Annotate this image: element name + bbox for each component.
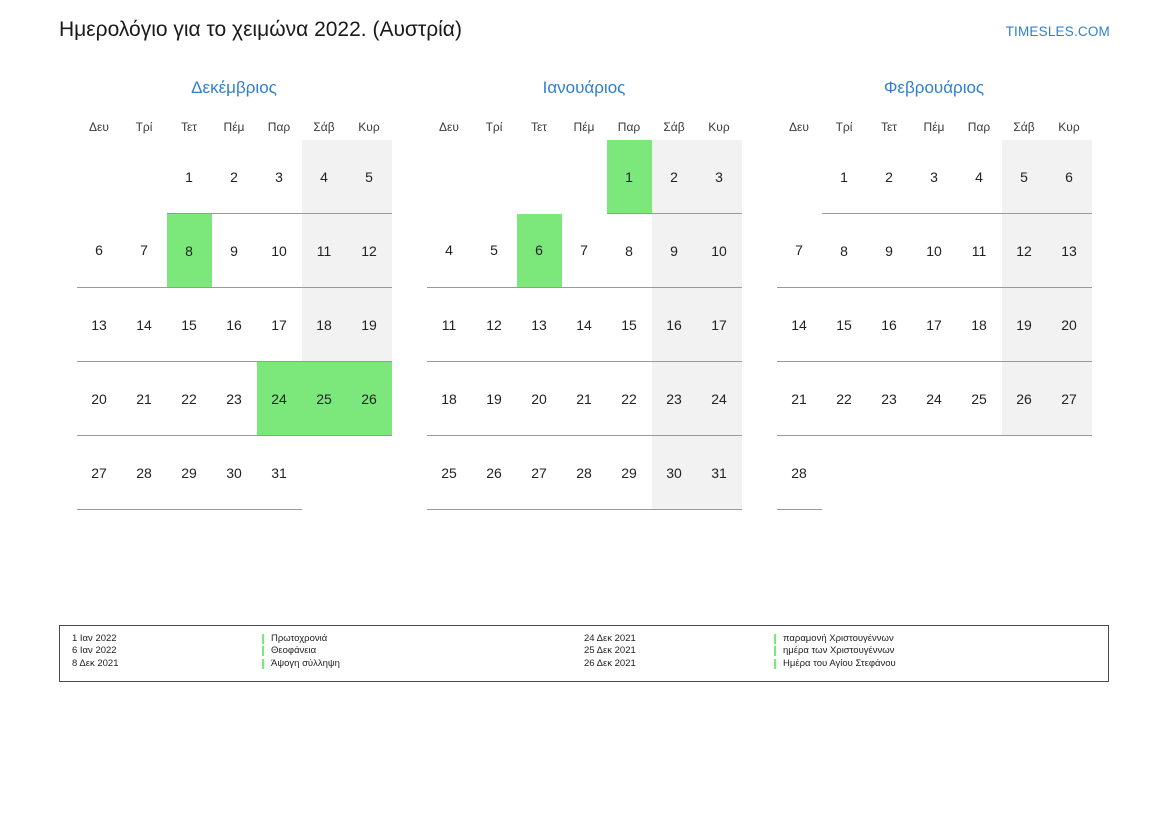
calendar-week-row	[77, 288, 392, 362]
calendar-day[interactable]: 15	[607, 288, 652, 362]
page-header	[0, 18, 1169, 58]
month-title: Δεκέμβριος	[191, 78, 277, 97]
weekday-label: Πέμ	[573, 120, 595, 134]
weekday-label: Τετ	[880, 120, 898, 134]
calendar-day[interactable]: 27	[517, 436, 562, 510]
legend-date: 6 Ιαν 2022	[72, 645, 117, 657]
calendar-week-row	[777, 288, 1092, 362]
calendar-day[interactable]: 18	[302, 288, 347, 362]
legend-holiday-name: Άψογη σύλληψη	[262, 658, 584, 670]
weekday-label: Τρί	[135, 120, 153, 134]
calendar-table-february	[777, 114, 1092, 510]
calendar-week-row	[427, 288, 742, 362]
legend-date: 26 Δεκ 2021	[584, 657, 636, 669]
weekday-label: Τετ	[530, 120, 548, 134]
calendar-day[interactable]: 25	[957, 362, 1002, 436]
calendar-day[interactable]: 20	[1047, 288, 1092, 362]
calendar-table-january	[427, 114, 742, 510]
months-container	[59, 78, 1110, 510]
calendar-week-row	[77, 362, 392, 436]
calendar-cell-empty	[302, 436, 347, 510]
calendar-day[interactable]: 5	[1002, 140, 1047, 214]
legend-names-right	[774, 633, 1096, 681]
page-title: Ημερολόγιο για το χειμώνα 2022. (Αυστρία)	[59, 18, 462, 41]
calendar-day[interactable]: 13	[1047, 214, 1092, 288]
calendar-cell-empty	[1002, 436, 1047, 510]
calendar-day[interactable]: 27	[77, 436, 122, 510]
calendar-day[interactable]: 27	[1047, 362, 1092, 436]
legend-date: 24 Δεκ 2021	[584, 633, 636, 644]
weekday-header-row	[777, 114, 1092, 140]
calendar-day[interactable]: 11	[302, 214, 347, 288]
weekday-label: Κυρ	[1058, 120, 1080, 134]
calendar-day[interactable]: 9	[867, 214, 912, 288]
calendar-day[interactable]: 21	[122, 362, 167, 436]
calendar-cell-empty	[912, 436, 957, 510]
calendar-day[interactable]: 5	[472, 214, 517, 288]
calendar-day[interactable]: 23	[867, 362, 912, 436]
calendar-day[interactable]: 17	[697, 288, 742, 362]
month-title: Φεβρουάριος	[883, 78, 985, 97]
legend-holiday-name: παραμονή Χριστουγέννων	[774, 633, 1096, 645]
calendar-day[interactable]: 10	[912, 214, 957, 288]
calendar-day[interactable]: 26	[1002, 362, 1047, 436]
calendar-week-row	[77, 140, 392, 214]
calendar-cell-empty	[77, 140, 122, 214]
calendar-day[interactable]: 22	[607, 362, 652, 436]
calendar-day[interactable]: 21	[777, 362, 822, 436]
legend-dates-right	[584, 633, 774, 681]
calendar-day[interactable]: 7	[562, 214, 607, 288]
calendar-day[interactable]: 20	[77, 362, 122, 436]
calendar-body	[777, 140, 1092, 510]
calendar-day[interactable]: 24	[912, 362, 957, 436]
calendar-table-december	[77, 114, 392, 510]
legend-holiday-name: ημέρα των Χριστουγέννων	[774, 645, 1096, 657]
calendar-day[interactable]: 2	[867, 140, 912, 214]
weekday-label: Παρ	[617, 120, 641, 134]
calendar-day[interactable]: 25	[427, 436, 472, 510]
legend-dates-left	[72, 633, 262, 681]
calendar-cell-empty	[777, 140, 822, 214]
calendar-week-row	[427, 214, 742, 288]
calendar-cell-empty	[347, 436, 392, 510]
calendar-cell-empty	[822, 436, 867, 510]
calendar-week-row	[427, 436, 742, 510]
calendar-day[interactable]: 6	[77, 214, 122, 288]
legend-holiday-name: Θεοφάνεια	[262, 645, 584, 657]
brand-link[interactable]: TIMESLES.COM	[1005, 24, 1110, 39]
calendar-day[interactable]: 13	[517, 288, 562, 362]
calendar-week-row	[777, 436, 1092, 510]
calendar-day[interactable]: 17	[257, 288, 302, 362]
legend-holiday-name: Ημέρα του Αγίου Στεφάνου	[774, 658, 1096, 670]
legend-date: 1 Ιαν 2022	[72, 633, 117, 644]
calendar-day[interactable]: 18	[957, 288, 1002, 362]
calendar-day[interactable]: 4	[427, 214, 472, 288]
calendar-day[interactable]: 17	[912, 288, 957, 362]
calendar-day[interactable]: 19	[472, 362, 517, 436]
weekday-label: Σάβ	[313, 120, 335, 134]
weekday-header-row	[77, 114, 392, 140]
legend-holiday-name: Πρωτοχρονιά	[262, 633, 584, 645]
calendar-week-row	[777, 214, 1092, 288]
calendar-week-row	[777, 362, 1092, 436]
calendar-day[interactable]: 26	[472, 436, 517, 510]
calendar-day[interactable]: 16	[652, 288, 697, 362]
calendar-body	[427, 140, 742, 510]
calendar-cell-empty	[472, 140, 517, 214]
calendar-day-holiday[interactable]: 1	[607, 140, 652, 214]
calendar-week-row	[427, 362, 742, 436]
calendar-day[interactable]: 7	[122, 214, 167, 288]
calendar-day[interactable]: 2	[212, 140, 257, 214]
calendar-day[interactable]: 30	[212, 436, 257, 510]
calendar-day[interactable]: 20	[517, 362, 562, 436]
calendar-day[interactable]: 9	[212, 214, 257, 288]
weekday-label: Παρ	[267, 120, 291, 134]
calendar-day-holiday[interactable]: 8	[167, 214, 212, 288]
weekday-label: Σάβ	[1013, 120, 1035, 134]
calendar-day[interactable]: 16	[867, 288, 912, 362]
calendar-day[interactable]: 28	[122, 436, 167, 510]
weekday-label: Πέμ	[223, 120, 245, 134]
calendar-day[interactable]: 1	[822, 140, 867, 214]
calendar-day[interactable]: 8	[607, 214, 652, 288]
weekday-label: Τρί	[835, 120, 853, 134]
calendar-day[interactable]: 24	[697, 362, 742, 436]
calendar-day[interactable]: 16	[212, 288, 257, 362]
weekday-label: Παρ	[967, 120, 991, 134]
weekday-label: Πέμ	[923, 120, 945, 134]
calendar-cell-empty	[562, 140, 607, 214]
calendar-day[interactable]: 2	[652, 140, 697, 214]
calendar-day[interactable]: 13	[77, 288, 122, 362]
calendar-week-row	[77, 214, 392, 288]
calendar-day[interactable]: 14	[122, 288, 167, 362]
calendar-cell-empty	[427, 140, 472, 214]
calendar-day[interactable]: 19	[347, 288, 392, 362]
calendar-day[interactable]: 23	[212, 362, 257, 436]
holiday-legend	[59, 625, 1109, 682]
month-february	[759, 78, 1109, 510]
calendar-cell-empty	[122, 140, 167, 214]
calendar-day[interactable]: 12	[347, 214, 392, 288]
calendar-week-row	[777, 140, 1092, 214]
calendar-day[interactable]: 4	[957, 140, 1002, 214]
calendar-day[interactable]: 21	[562, 362, 607, 436]
calendar-day[interactable]: 4	[302, 140, 347, 214]
calendar-day[interactable]: 14	[562, 288, 607, 362]
calendar-day[interactable]: 18	[427, 362, 472, 436]
calendar-cell-empty	[517, 140, 562, 214]
legend-date: 25 Δεκ 2021	[584, 645, 636, 657]
calendar-cell-empty	[1047, 436, 1092, 510]
calendar-day[interactable]: 5	[347, 140, 392, 214]
calendar-day[interactable]: 30	[652, 436, 697, 510]
legend-date: 8 Δεκ 2021	[72, 657, 119, 669]
calendar-day[interactable]: 22	[822, 362, 867, 436]
weekday-label: Δευ	[89, 120, 109, 134]
weekday-header-row	[427, 114, 742, 140]
calendar-day[interactable]: 11	[427, 288, 472, 362]
calendar-day[interactable]: 10	[257, 214, 302, 288]
calendar-day-holiday[interactable]: 6	[517, 214, 562, 288]
calendar-day[interactable]: 22	[167, 362, 212, 436]
calendar-day[interactable]: 31	[257, 436, 302, 510]
calendar-day[interactable]: 3	[257, 140, 302, 214]
calendar-day[interactable]: 15	[167, 288, 212, 362]
calendar-day[interactable]: 15	[822, 288, 867, 362]
calendar-day[interactable]: 3	[912, 140, 957, 214]
calendar-day[interactable]: 28	[777, 436, 822, 510]
calendar-day[interactable]: 23	[652, 362, 697, 436]
weekday-label: Δευ	[789, 120, 809, 134]
legend-column-right	[584, 633, 1096, 681]
calendar-day[interactable]: 12	[1002, 214, 1047, 288]
weekday-label: Κυρ	[358, 120, 380, 134]
weekday-label: Τρί	[485, 120, 503, 134]
calendar-day[interactable]: 19	[1002, 288, 1047, 362]
calendar-week-row	[77, 436, 392, 510]
calendar-day[interactable]: 11	[957, 214, 1002, 288]
calendar-day[interactable]: 29	[167, 436, 212, 510]
calendar-day[interactable]: 14	[777, 288, 822, 362]
legend-column-left	[72, 633, 584, 681]
calendar-day[interactable]: 12	[472, 288, 517, 362]
calendar-day[interactable]: 1	[167, 140, 212, 214]
calendar-cell-empty	[957, 436, 1002, 510]
weekday-label: Τετ	[180, 120, 198, 134]
weekday-label: Κυρ	[708, 120, 730, 134]
calendar-day-holiday[interactable]: 24	[257, 362, 302, 436]
month-january	[409, 78, 759, 510]
calendar-cell-empty	[867, 436, 912, 510]
weekday-label: Δευ	[439, 120, 459, 134]
calendar-day-holiday[interactable]: 25	[302, 362, 347, 436]
legend-names-left	[262, 633, 584, 681]
calendar-day[interactable]: 9	[652, 214, 697, 288]
calendar-day[interactable]: 29	[607, 436, 652, 510]
month-december	[59, 78, 409, 510]
calendar-day[interactable]: 6	[1047, 140, 1092, 214]
calendar-day[interactable]: 7	[777, 214, 822, 288]
calendar-day[interactable]: 8	[822, 214, 867, 288]
calendar-day-holiday[interactable]: 26	[347, 362, 392, 436]
weekday-label: Σάβ	[663, 120, 685, 134]
calendar-week-row	[427, 140, 742, 214]
calendar-day[interactable]: 3	[697, 140, 742, 214]
calendar-day[interactable]: 28	[562, 436, 607, 510]
calendar-day[interactable]: 10	[697, 214, 742, 288]
calendar-day[interactable]: 31	[697, 436, 742, 510]
month-title: Ιανουάριος	[542, 78, 626, 97]
calendar-body	[77, 140, 392, 510]
